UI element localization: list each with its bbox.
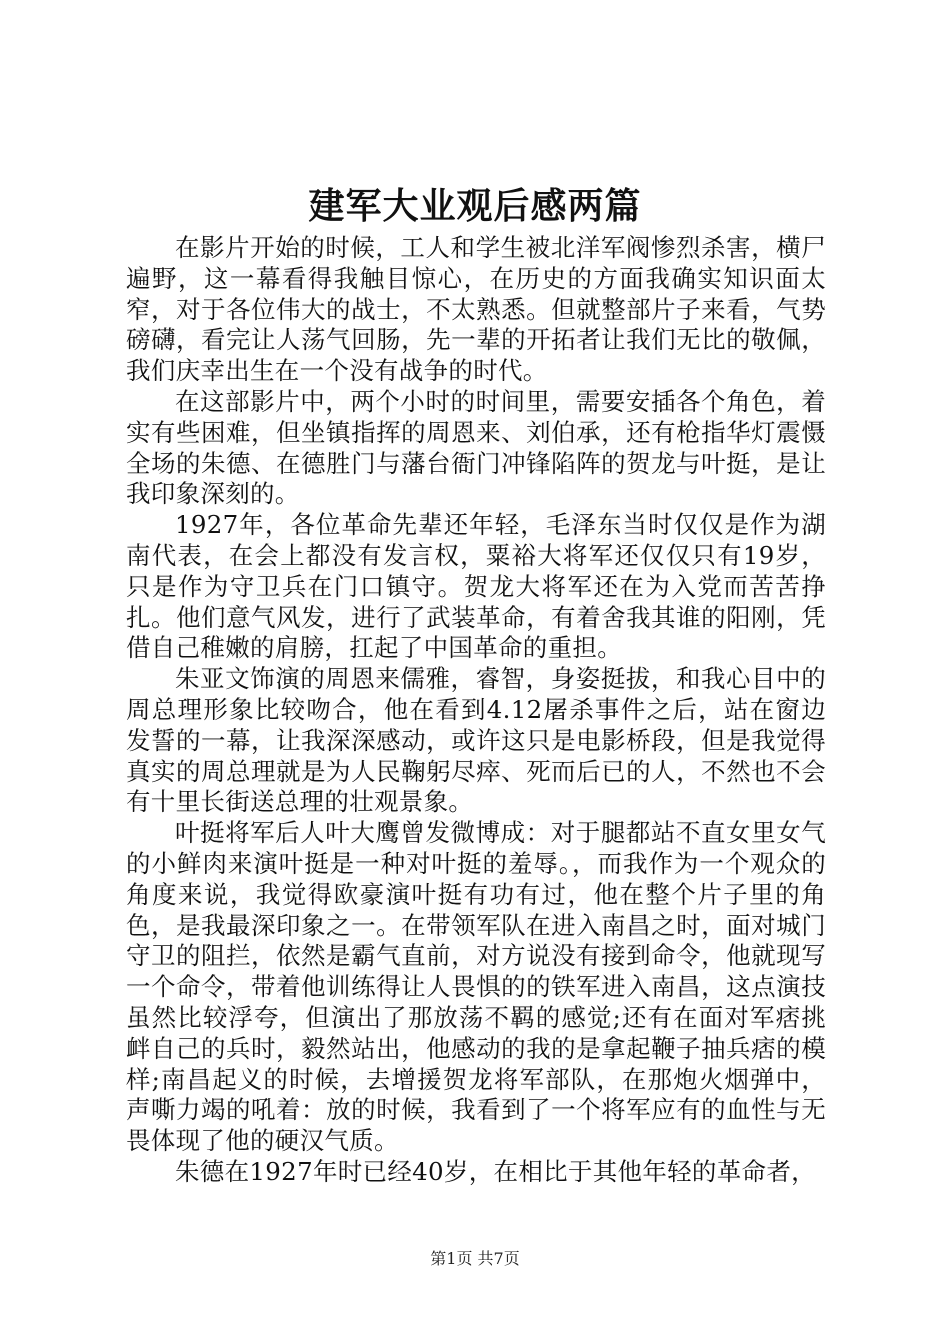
document-body: [126, 233, 826, 1188]
paragraph-1: 在影片开始的时候，工人和学生被北洋军阀惨烈杀害，横尸遍野，这一幕看得我触目惊心，在历史的方面我确实知识面太窄，对于各位伟大的战士，不太熟悉。但就整部片子来看，气势磅礴，看完让人荡气回肠，先一辈的开拓者让我们无比的敬佩，我们庆幸出生在一个没有战争的时代。: [126, 233, 826, 386]
paragraph-5: 叶挺将军后人叶大鹰曾发微博成：对于腿都站不直女里女气的小鲜肉来演叶挺是一种对叶挺的羞辱。，而我作为一个观众的角度来说，我觉得欧豪演叶挺有功有过，他在整个片子里的角色，是我最深印象之一。在带领军队在进入南昌之时，面对城门守卫的阻拦，依然是霸气直前，对方说没有接到命令，他就现写一个命令，带着他训练得让人畏惧的的铁军进入南昌，这点演技虽然比较浮夸，但演出了那放荡不羁的感觉;还有在面对军痞挑衅自己的兵时，毅然站出，他感动的我的是拿起鞭子抽兵痞的模样;南昌起义的时候，去增援贺龙将军部队，在那炮火烟弹中，声嘶力竭的吼着：放的时候，我看到了一个将军应有的血性与无畏体现了他的硬汉气质。: [126, 818, 826, 1156]
page-number-footer: 第1页 共7页: [430, 1249, 520, 1268]
paragraph-4: 朱亚文饰演的周恩来儒雅，睿智，身姿挺拔，和我心目中的周总理形象比较吻合，他在看到4.12屠杀事件之后，站在窗边发誓的一幕，让我深深感动，或许这只是电影桥段，但是我觉得真实的周总理就是为人民鞠躬尽瘁、死而后已的人，不然也不会有十里长街送总理的壮观景象。: [126, 664, 826, 817]
paragraph-6: 朱德在1927年时已经40岁，在相比于其他年轻的革命者，: [175, 1156, 816, 1186]
paragraph-3: 1927年，各位革命先辈还年轻，毛泽东当时仅仅是作为湖南代表，在会上都没有发言权，粟裕大将军还仅仅只有19岁，只是作为守卫兵在门口镇守。贺龙大将军还在为入党而苦苦挣扎。他们意气风发，进行了武装革命，有着舍我其谁的阳刚，凭借自己稚嫩的肩膀，扛起了中国革命的重担。: [126, 510, 826, 663]
document-title: 建军大业观后感两篇: [308, 185, 642, 227]
paragraph-2: 在这部影片中，两个小时的时间里，需要安插各个角色，着实有些困难，但坐镇指挥的周恩来、刘伯承，还有枪指华灯震慑全场的朱德、在德胜门与藩台衙门冲锋陷阵的贺龙与叶挺，是让我印象深刻的。: [126, 386, 826, 509]
